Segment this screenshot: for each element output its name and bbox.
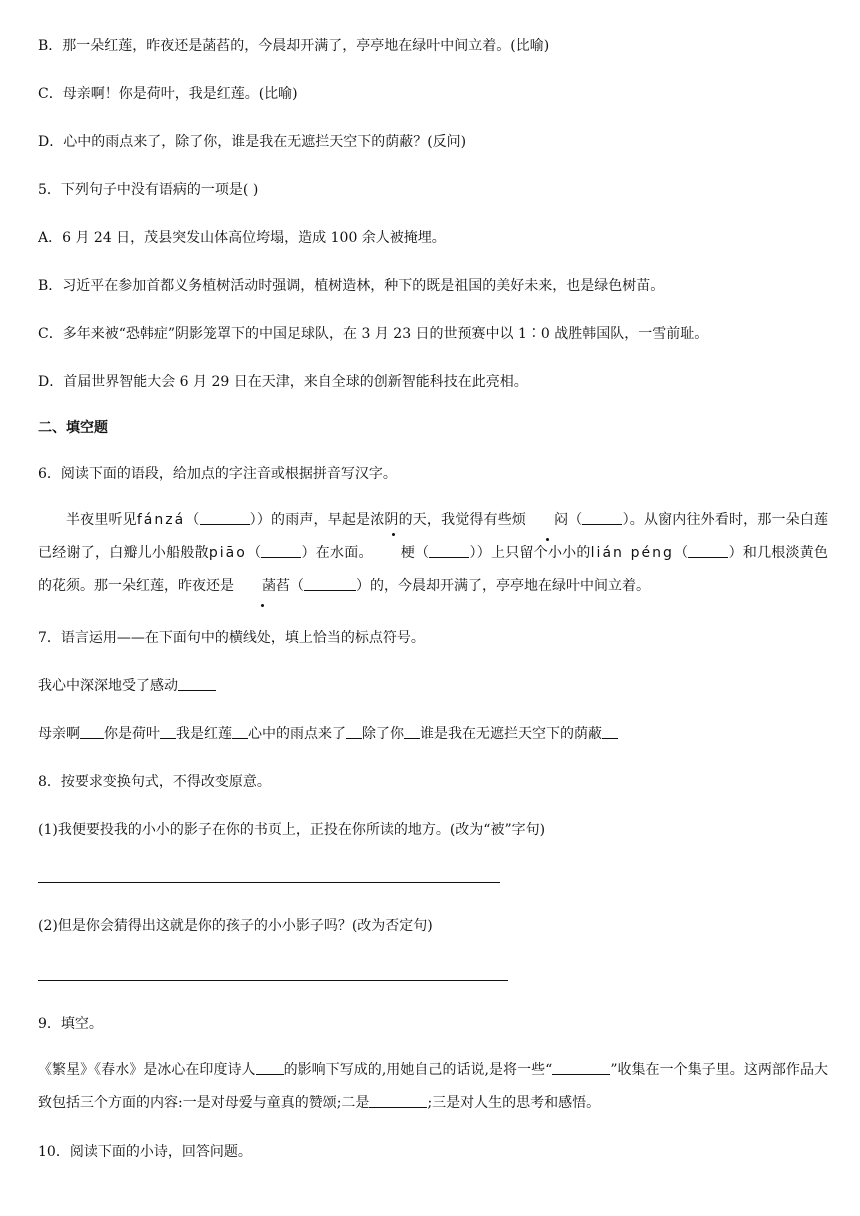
- q6-passage: 半夜里听见fánzá（ ））的雨声，早起是浓阴的天，我觉得有些烦 闷（ ）。从窗内往外看时，那一朵白莲已经谢了，白瓣儿小船般散piāo（ ）在水面。 梗（ ））上只留个小小的lián péng（ ）和几根淡黄色的花须。那一朵红莲，昨夜还是 菡萏（ ）的，今晨却开满了，亭亭地在绿叶中间立着。: [38, 504, 828, 603]
- answer-blank[interactable]: [369, 1093, 427, 1108]
- q6-stem: 6．阅读下面的语段，给加点的字注音或根据拼音写汉字。: [38, 466, 397, 482]
- q8-stem: 8．按要求变换句式，不得改变原意。: [38, 774, 271, 790]
- answer-blank[interactable]: [256, 1060, 284, 1075]
- punctuation-blank[interactable]: [346, 724, 362, 739]
- q7-sentence-1: 我心中深深地受了感动: [38, 676, 824, 696]
- punctuation-blank[interactable]: [178, 676, 216, 691]
- q9-passage: 《繁星》《春水》是冰心在印度诗人 的影响下写成的,用她自己的话说,是将一些“ ”收集在一个集子里。这两部作品大致包括三个方面的内容:一是对母爱与童真的赞颂;二是 ;三是对人生的思考和感悟。: [38, 1062, 828, 1111]
- punctuation-blank[interactable]: [80, 724, 104, 739]
- answer-blank[interactable]: [552, 1060, 610, 1075]
- q5-option-b: B．习近平在参加首都义务植树活动时强调，植树造林，种下的既是祖国的美好未来，也是绿色树苗。: [38, 278, 665, 294]
- q10-stem: 10．阅读下面的小诗，回答问题。: [38, 1144, 252, 1160]
- answer-blank[interactable]: [688, 543, 728, 558]
- q4-option-c: C．母亲啊！你是荷叶，我是红莲。(比喻): [38, 86, 298, 102]
- q4-option-d: D．心中的雨点来了，除了你，谁是我在无遮拦天空下的荫蔽？(反问): [38, 134, 467, 150]
- punctuation-blank[interactable]: [232, 724, 248, 739]
- pinyin-fanza: fánzá: [136, 512, 186, 528]
- q5-option-c: C．多年来被“恐韩症”阴影笼罩下的中国足球队，在 3 月 23 日的世预赛中以 1∶0 战胜韩国队，一雪前耻。: [38, 326, 709, 342]
- dotted-char-handan: 菡萏: [234, 570, 290, 603]
- q8-sentence-2: (2)但是你会猜得出这就是你的孩子的小小影子吗？(改为否定句): [38, 918, 433, 934]
- answer-blank[interactable]: [200, 510, 250, 525]
- q5-stem: 5．下列句子中没有语病的一项是( ): [38, 182, 259, 198]
- q7-sentence-2: 母亲啊 你是荷叶 我是红莲 心中的雨点来了 除了你 谁是我在无遮拦天空下的荫蔽: [38, 724, 824, 744]
- q8-sentence-1: (1)我便要投我的小小的影子在你的书页上，正投在你所读的地方。(改为“被”字句): [38, 822, 546, 838]
- answer-blank[interactable]: [429, 543, 469, 558]
- pinyin-lianpeng: lián péng: [590, 545, 674, 561]
- q7-stem: 7．语言运用——在下面句中的横线处，填上恰当的标点符号。: [38, 630, 425, 646]
- answer-blank[interactable]: [261, 543, 301, 558]
- dotted-char-men: 闷: [526, 504, 568, 537]
- answer-line[interactable]: [38, 882, 500, 883]
- punctuation-blank[interactable]: [404, 724, 420, 739]
- answer-line[interactable]: [38, 980, 508, 981]
- q5-option-d: D．首届世界智能大会 6 月 29 日在天津，来自全球的创新智能科技在此亮相。: [38, 374, 528, 390]
- punctuation-blank[interactable]: [602, 724, 618, 739]
- dotted-char-geng: 梗: [373, 537, 415, 570]
- q5-option-a: A．6 月 24 日，茂县突发山体高位垮塌，造成 100 余人被掩埋。: [38, 230, 446, 246]
- answer-blank[interactable]: [582, 510, 622, 525]
- punctuation-blank[interactable]: [160, 724, 176, 739]
- q9-stem: 9．填空。: [38, 1016, 103, 1032]
- section-title: 二、填空题: [38, 420, 108, 436]
- answer-blank[interactable]: [304, 576, 356, 591]
- pinyin-piao: piāo: [208, 545, 247, 561]
- q4-option-b: B．那一朵红莲，昨夜还是菡萏的，今晨却开满了，亭亭地在绿叶中间立着。(比喻): [38, 38, 550, 54]
